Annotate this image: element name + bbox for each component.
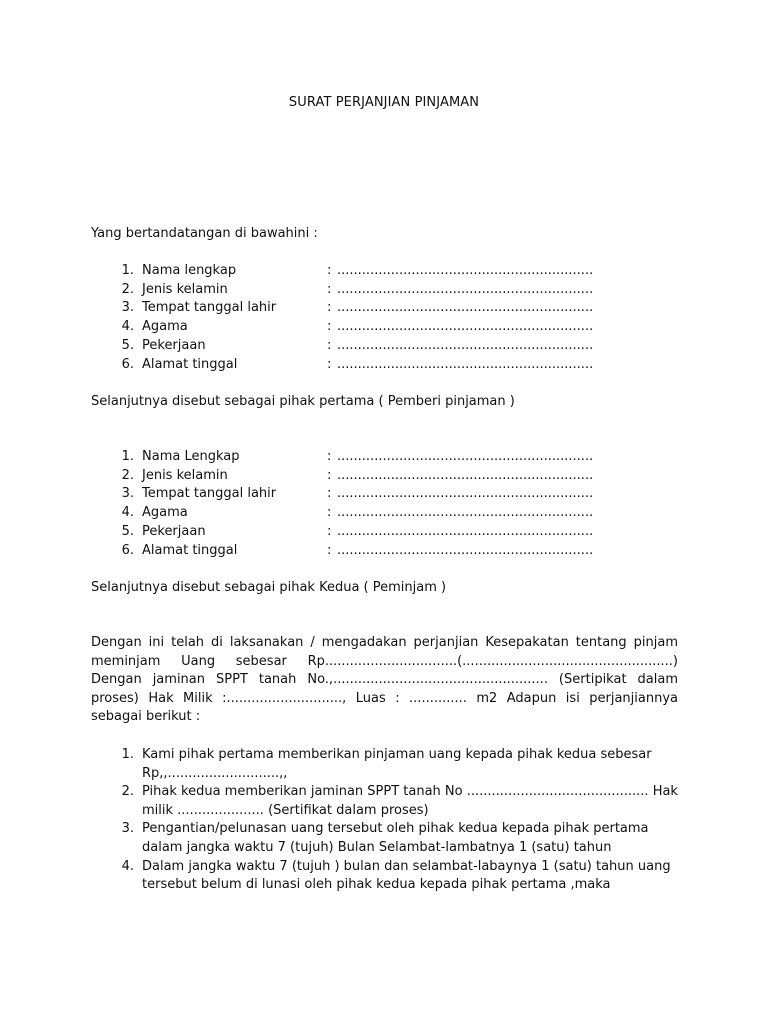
term-text: Dalam jangka waktu 7 (tujuh ) bulan dan selambat-labaynya 1 (satu) tahun uang tersebut belum di lunasi oleh pihak kedua kepada pihak pertama ,maka — [142, 858, 671, 893]
field-number: 4. — [121, 505, 134, 521]
party2-caption: Selanjutnya disebut sebagai pihak Kedua ( Peminjam ) — [91, 580, 447, 595]
field-blank: .............................................................. — [337, 486, 594, 502]
field-label: Pekerjaan — [142, 523, 206, 539]
party1-field-list — [110, 262, 670, 374]
field-colon: : — [327, 486, 332, 502]
party2-field-row — [110, 467, 670, 486]
field-blank: .............................................................. — [337, 319, 594, 335]
party1-field-row — [110, 299, 670, 318]
field-blank: .............................................................. — [337, 449, 594, 465]
term-number: 3. — [121, 821, 134, 837]
field-number: 5. — [121, 523, 134, 539]
term-text: Pihak kedua memberikan jaminan SPPT tanah No ............................................ Hak milik ..................... (Sertifikat dalam proses) — [142, 784, 678, 818]
party1-field-row — [110, 262, 670, 281]
party1-field-row — [110, 355, 670, 374]
field-blank: .............................................................. — [337, 300, 594, 316]
field-label: Alamat tinggal — [142, 356, 238, 372]
field-colon: : — [327, 337, 332, 353]
term-number: 1. — [121, 747, 134, 762]
term-item — [110, 746, 678, 783]
field-label: Nama Lengkap — [142, 449, 240, 465]
field-blank: .............................................................. — [337, 505, 594, 521]
intro-text: Yang bertandatangan di bawahini : — [91, 226, 318, 241]
terms-list — [110, 746, 678, 895]
party1-caption: Selanjutnya disebut sebagai pihak pertama ( Pemberi pinjaman ) — [91, 394, 515, 409]
term-item — [110, 858, 678, 895]
field-number: 3. — [121, 300, 134, 316]
field-label: Jenis kelamin — [142, 467, 228, 483]
party2-field-row — [110, 485, 670, 504]
party1-field-row — [110, 318, 670, 337]
field-colon: : — [327, 505, 332, 521]
field-label: Nama lengkap — [142, 263, 237, 279]
field-blank: .............................................................. — [337, 281, 594, 297]
field-number: 1. — [121, 449, 134, 465]
field-blank: .............................................................. — [337, 356, 594, 372]
term-text: Kami pihak pertama memberikan pinjaman uang kepada pihak kedua sebesar Rp,,...........................,, — [142, 747, 652, 781]
field-blank: .............................................................. — [337, 337, 594, 353]
term-number: 4. — [121, 858, 134, 874]
field-blank: .............................................................. — [337, 263, 594, 279]
field-colon: : — [327, 263, 332, 279]
field-number: 6. — [121, 356, 134, 372]
term-number: 2. — [121, 784, 134, 800]
field-colon: : — [327, 300, 332, 316]
field-label: Agama — [142, 319, 188, 335]
field-colon: : — [327, 542, 332, 558]
field-blank: .............................................................. — [337, 467, 594, 483]
party2-field-row — [110, 504, 670, 523]
field-number: 5. — [121, 337, 134, 353]
field-colon: : — [327, 356, 332, 372]
field-colon: : — [327, 449, 332, 465]
party1-field-row — [110, 337, 670, 356]
field-colon: : — [327, 467, 332, 483]
party2-field-row — [110, 523, 670, 542]
field-number: 1. — [121, 263, 134, 279]
field-colon: : — [327, 281, 332, 297]
field-blank: .............................................................. — [337, 523, 594, 539]
party2-field-list — [110, 448, 670, 560]
field-label: Tempat tanggal lahir — [142, 300, 277, 316]
field-label: Pekerjaan — [142, 337, 206, 353]
agreement-paragraph: Dengan ini telah di laksanakan / mengadakan perjanjian Kesepakatan tentang pinjam meminjam Uang sebesar Rp................................(...................................................) Dengan jaminan SPPT tanah No.,.................................................... (Sertipikat dalam proses) Hak Milik :............................, Luas : .............. m2 Adapun isi perjanjiannya sebagai berikut : — [91, 635, 678, 725]
term-item — [110, 783, 678, 820]
field-colon: : — [327, 523, 332, 539]
term-text: Pengantian/pelunasan uang tersebut oleh pihak kedua kepada pihak pertama dalam jangka waktu 7 (tujuh) Bulan Selambat-lambatnya 1 (satu) tahun — [142, 821, 649, 855]
field-number: 2. — [121, 281, 134, 297]
term-item — [110, 820, 678, 857]
field-label: Alamat tinggal — [142, 542, 238, 558]
party2-field-row — [110, 448, 670, 467]
field-blank: .............................................................. — [337, 542, 594, 558]
field-number: 3. — [121, 486, 134, 502]
party2-field-row — [110, 541, 670, 560]
document-title: SURAT PERJANJIAN PINJAMAN — [288, 95, 480, 110]
field-number: 4. — [121, 319, 134, 335]
field-number: 2. — [121, 467, 134, 483]
field-number: 6. — [121, 542, 134, 558]
field-colon: : — [327, 319, 332, 335]
field-label: Agama — [142, 505, 188, 521]
party1-field-row — [110, 281, 670, 300]
field-label: Jenis kelamin — [142, 281, 228, 297]
field-label: Tempat tanggal lahir — [142, 486, 277, 502]
